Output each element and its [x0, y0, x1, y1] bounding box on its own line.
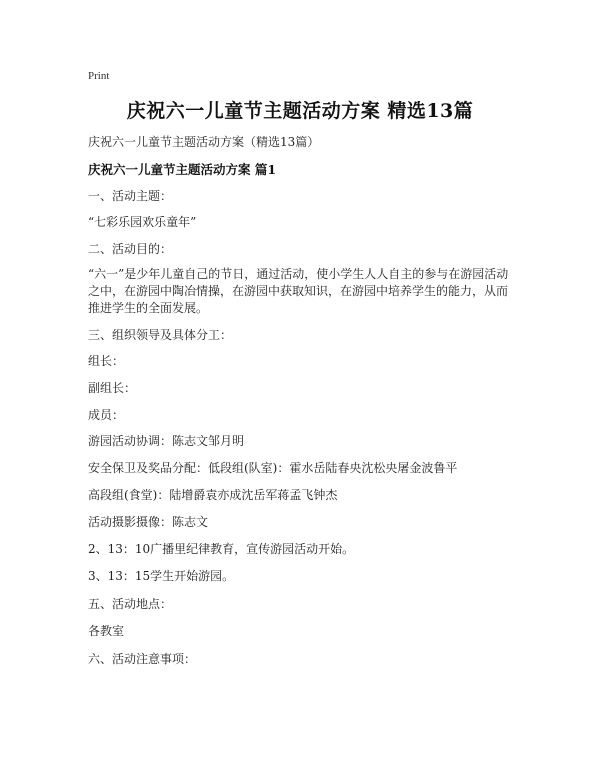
members-line: 成员：	[88, 408, 125, 422]
schedule-step-2: 2、13：10广播里纪律教育，宣传游园活动开始。	[88, 542, 355, 556]
organization-heading: 三、组织领导及具体分工：	[88, 328, 233, 342]
purpose-heading: 二、活动目的：	[88, 242, 173, 256]
notes-heading: 六、活动注意事项：	[88, 652, 197, 666]
print-label: Print	[88, 70, 110, 82]
purpose-paragraph: “六一”是少年儿童自己的节日，通过活动，使小学生人人自主的参与在游园活动之中，在游园中陶冶情操，在游园中获取知识，在游园中培养学生的能力，从而推进学生的全面发展。	[88, 267, 509, 315]
page-title: 庆祝六一儿童节主题活动方案 精选13篇	[126, 100, 474, 122]
location-text: 各教室	[88, 624, 125, 638]
senior-group-line: 高段组(食堂)：陆增爵袁亦成沈岳军蒋孟飞钟杰	[88, 488, 338, 502]
coordination-line: 游园活动协调：陈志文邹月明	[88, 434, 245, 448]
leader-line: 组长：	[88, 354, 125, 368]
section-heading: 庆祝六一儿童节主题活动方案 篇1	[88, 162, 277, 177]
vice-leader-line: 副组长：	[88, 381, 137, 395]
schedule-step-3: 3、13：15学生开始游园。	[88, 569, 235, 583]
photography-line: 活动摄影摄像：陈志文	[88, 515, 209, 529]
location-heading: 五、活动地点：	[88, 597, 173, 611]
document-subtitle: 庆祝六一儿童节主题活动方案（精选13篇）	[88, 135, 320, 149]
theme-text: “七彩乐园欢乐童年”	[88, 215, 197, 229]
theme-heading: 一、活动主题：	[88, 189, 173, 203]
safety-line: 安全保卫及奖品分配：低段组(队室)：霍水岳陆春央沈松央屠金波鲁平	[88, 461, 458, 475]
